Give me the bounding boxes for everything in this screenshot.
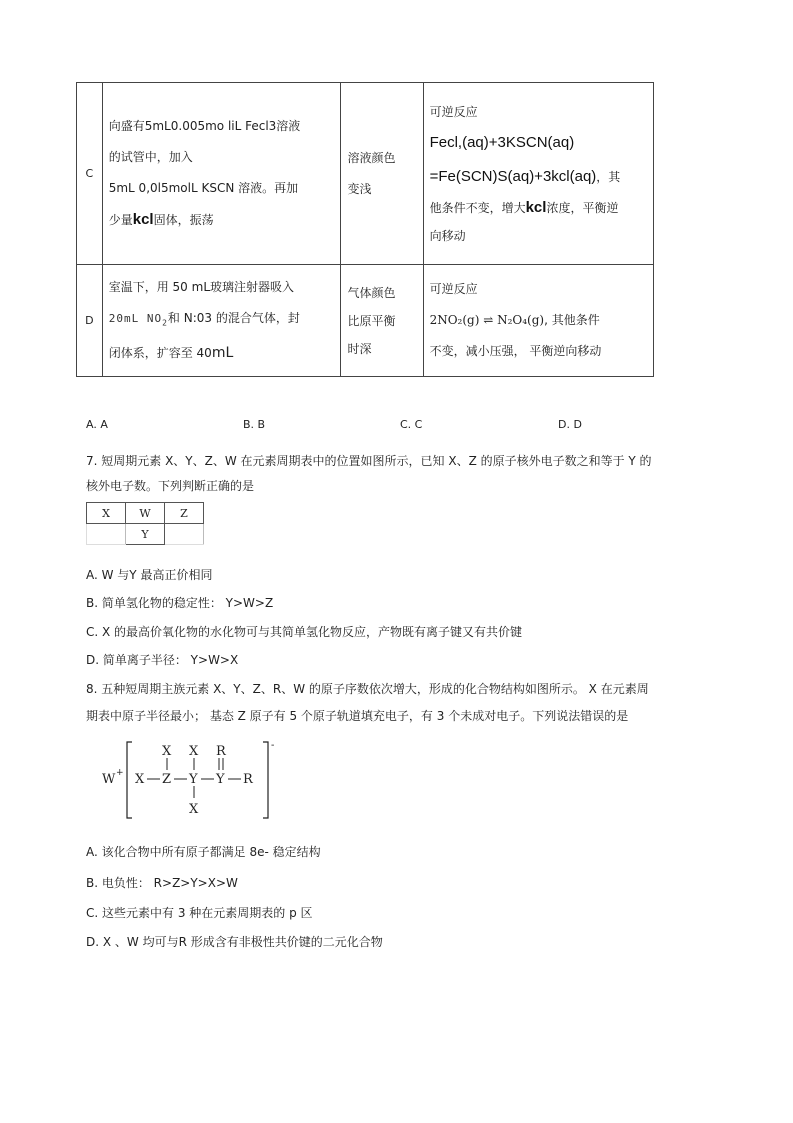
option-cell: C — [77, 83, 103, 265]
atom-r: R — [216, 744, 226, 759]
cation-charge: + — [116, 768, 124, 778]
q7-stem: 7. 短周期元素 X、Y、Z、W 在元素周期表中的位置如图所示，已知 X、Z 的原子核外电子数之和等于 Y 的 — [86, 454, 652, 468]
atom-y: Y — [189, 772, 198, 787]
q7-option-a: A. W 与Y 最高正价相同 — [86, 568, 213, 582]
atom-r: R — [243, 772, 253, 787]
q8-option-b: B. 电负性： R>Z>Y>X>W — [86, 876, 238, 890]
cation-symbol: W — [102, 772, 116, 787]
q8-stem-cont: 期表中原子半径最小； 基态 Z 原子有 5 个原子轨道填充电子，有 3 个未成对电子。下列说法错误的是 — [86, 709, 629, 723]
atom-y: Y — [216, 772, 225, 787]
q8-option-c: C. 这些元素中有 3 种在元素周期表的 p 区 — [86, 906, 313, 920]
atom-x: X — [189, 802, 199, 817]
q6-option-d: D. D — [558, 418, 582, 431]
q7-option-c: C. X 的最高价氧化物的水化物可与其简单氢化物反应，产物既有离子键又有共价键 — [86, 625, 523, 639]
phenomenon-cell: 气体颜色 比原平衡 时深 — [347, 285, 396, 356]
option-cell: D — [77, 265, 103, 377]
table-row-c — [77, 83, 654, 265]
experiment-table — [76, 82, 654, 377]
q7-option-b: B. 简单氢化物的稳定性： Y>W>Z — [86, 596, 274, 610]
explanation-cell: 可逆反应 2NO₂(g) ⇌ N₂O₄(g), 其他条件 不变，减小压强， 平衡逆向移动 — [429, 282, 602, 358]
anion-charge: - — [271, 740, 275, 751]
atom-x: X — [135, 772, 145, 787]
equation: =Fe(SCN)S(aq)+3kcl(aq) — [429, 167, 597, 185]
q6-option-b: B. B — [243, 418, 266, 431]
q8-option-d: D. X 、W 均可与R 形成含有非极性共价键的二元化合物 — [86, 935, 383, 949]
atom-x: X — [162, 744, 172, 759]
q8-stem: 8. 五种短周期主族元素 X、Y、Z、R、W 的原子序数依次增大，形成的化合物结构如图所示。 X 在元素周 — [86, 682, 649, 696]
operation-cell: 室温下，用 50 mL玻璃注射器吸入 20mL $NO_2$和 N:03 的混合气体，封 闭体系，扩容至 40mL — [108, 279, 300, 362]
q6-option-a: A. A — [86, 418, 108, 431]
table-row-d — [77, 265, 654, 377]
phenomenon-cell: 溶液颜色 变浅 — [347, 150, 396, 196]
structure-diagram — [100, 736, 290, 826]
equation: 2NO₂(g) ⇌ N₂O₄(g) — [429, 313, 545, 327]
equation: Fecl,(aq)+3KSCN(aq) — [429, 133, 575, 151]
operation-cell: 向盛有5mL0.005mo liL Fecl3溶液 的试管中，加入 5mL 0,0l5molL KSCN 溶液。再加 少量kcl固体，振荡 — [108, 119, 301, 228]
q7-stem-cont: 核外电子数。下列判断正确的是 — [86, 479, 255, 493]
q6-option-c: C. C — [400, 418, 423, 431]
atom-z: Z — [162, 772, 172, 787]
q8-option-a: A. 该化合物中所有原子都满足 8e- 稳定结构 — [86, 845, 321, 859]
q7-option-d: D. 简单离子半径： Y>W>X — [86, 653, 239, 667]
atom-x: X — [189, 744, 199, 759]
explanation-cell: 可逆反应 Fecl,(aq)+3KSCN(aq) =Fe(SCN)S(aq)+3kcl(aq)，其 他条件不变，增大kcl浓度，平衡逆 向移动 — [424, 94, 653, 254]
periodic-table-fragment: X W Z Y — [86, 502, 204, 545]
